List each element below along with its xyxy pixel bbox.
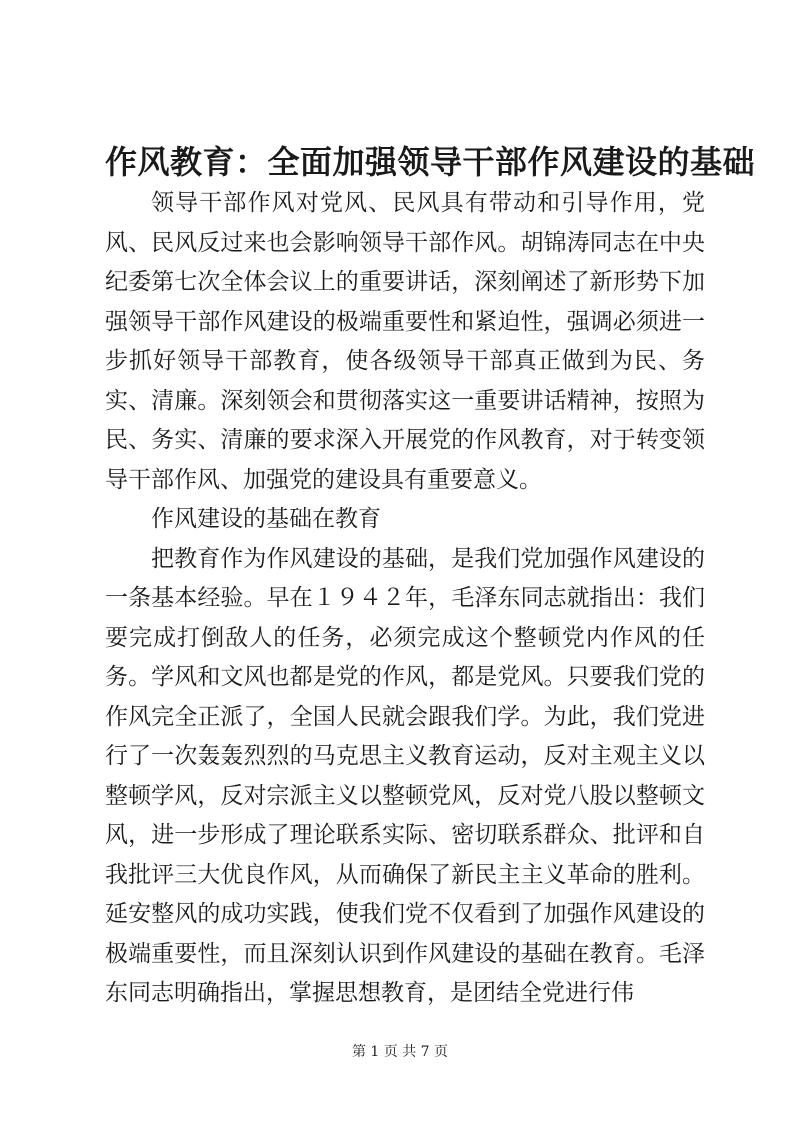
document-body <box>105 184 705 1014</box>
page-number-footer: 第 1 页 共 7 页 <box>351 1044 449 1060</box>
section-heading: 作风建设的基础在教育 <box>151 506 381 532</box>
paragraph-intro: 领导干部作风对党风、民风具有带动和引导作用，党风、民风反过来也会影响领导干部作风。胡锦涛同志在中央纪委第七次全体会议上的重要讲话，深刻阐述了新形势下加强领导干部作风建设的极端重要性和紧迫性，强调必须进一步抓好领导干部教育，使各级领导干部真正做到为民、务实、清廉。深刻领会和贯彻落实这一重要讲话精神，按照为民、务实、清廉的要求深入开展党的作风教育，对于转变领导干部作风、加强党的建设具有重要意义。 <box>105 190 705 493</box>
paragraph-education: 把教育作为作风建设的基础，是我们党加强作风建设的一条基本经验。早在１９４２年，毛泽东同志就指出：我们要完成打倒敌人的任务，必须完成这个整顿党内作风的任务。学风和文风也都是党的作风，都是党风。只要我们党的作风完全正派了，全国人民就会跟我们学。为此，我们党进行了一次轰轰烈烈的马克思主义教育运动，反对主观主义以整顿学风，反对宗派主义以整顿党风，反对党八股以整顿文风，进一步形成了理论联系实际、密切联系群众、批评和自我批评三大优良作风，从而确保了新民主主义革命的胜利。延安整风的成功实践，使我们党不仅看到了加强作风建设的极端重要性，而且深刻认识到作风建设的基础在教育。毛泽东同志明确指出，掌握思想教育，是团结全党进行伟 <box>105 545 705 1006</box>
document-title: 作风教育：全面加强领导干部作风建设的基础 <box>105 143 756 181</box>
